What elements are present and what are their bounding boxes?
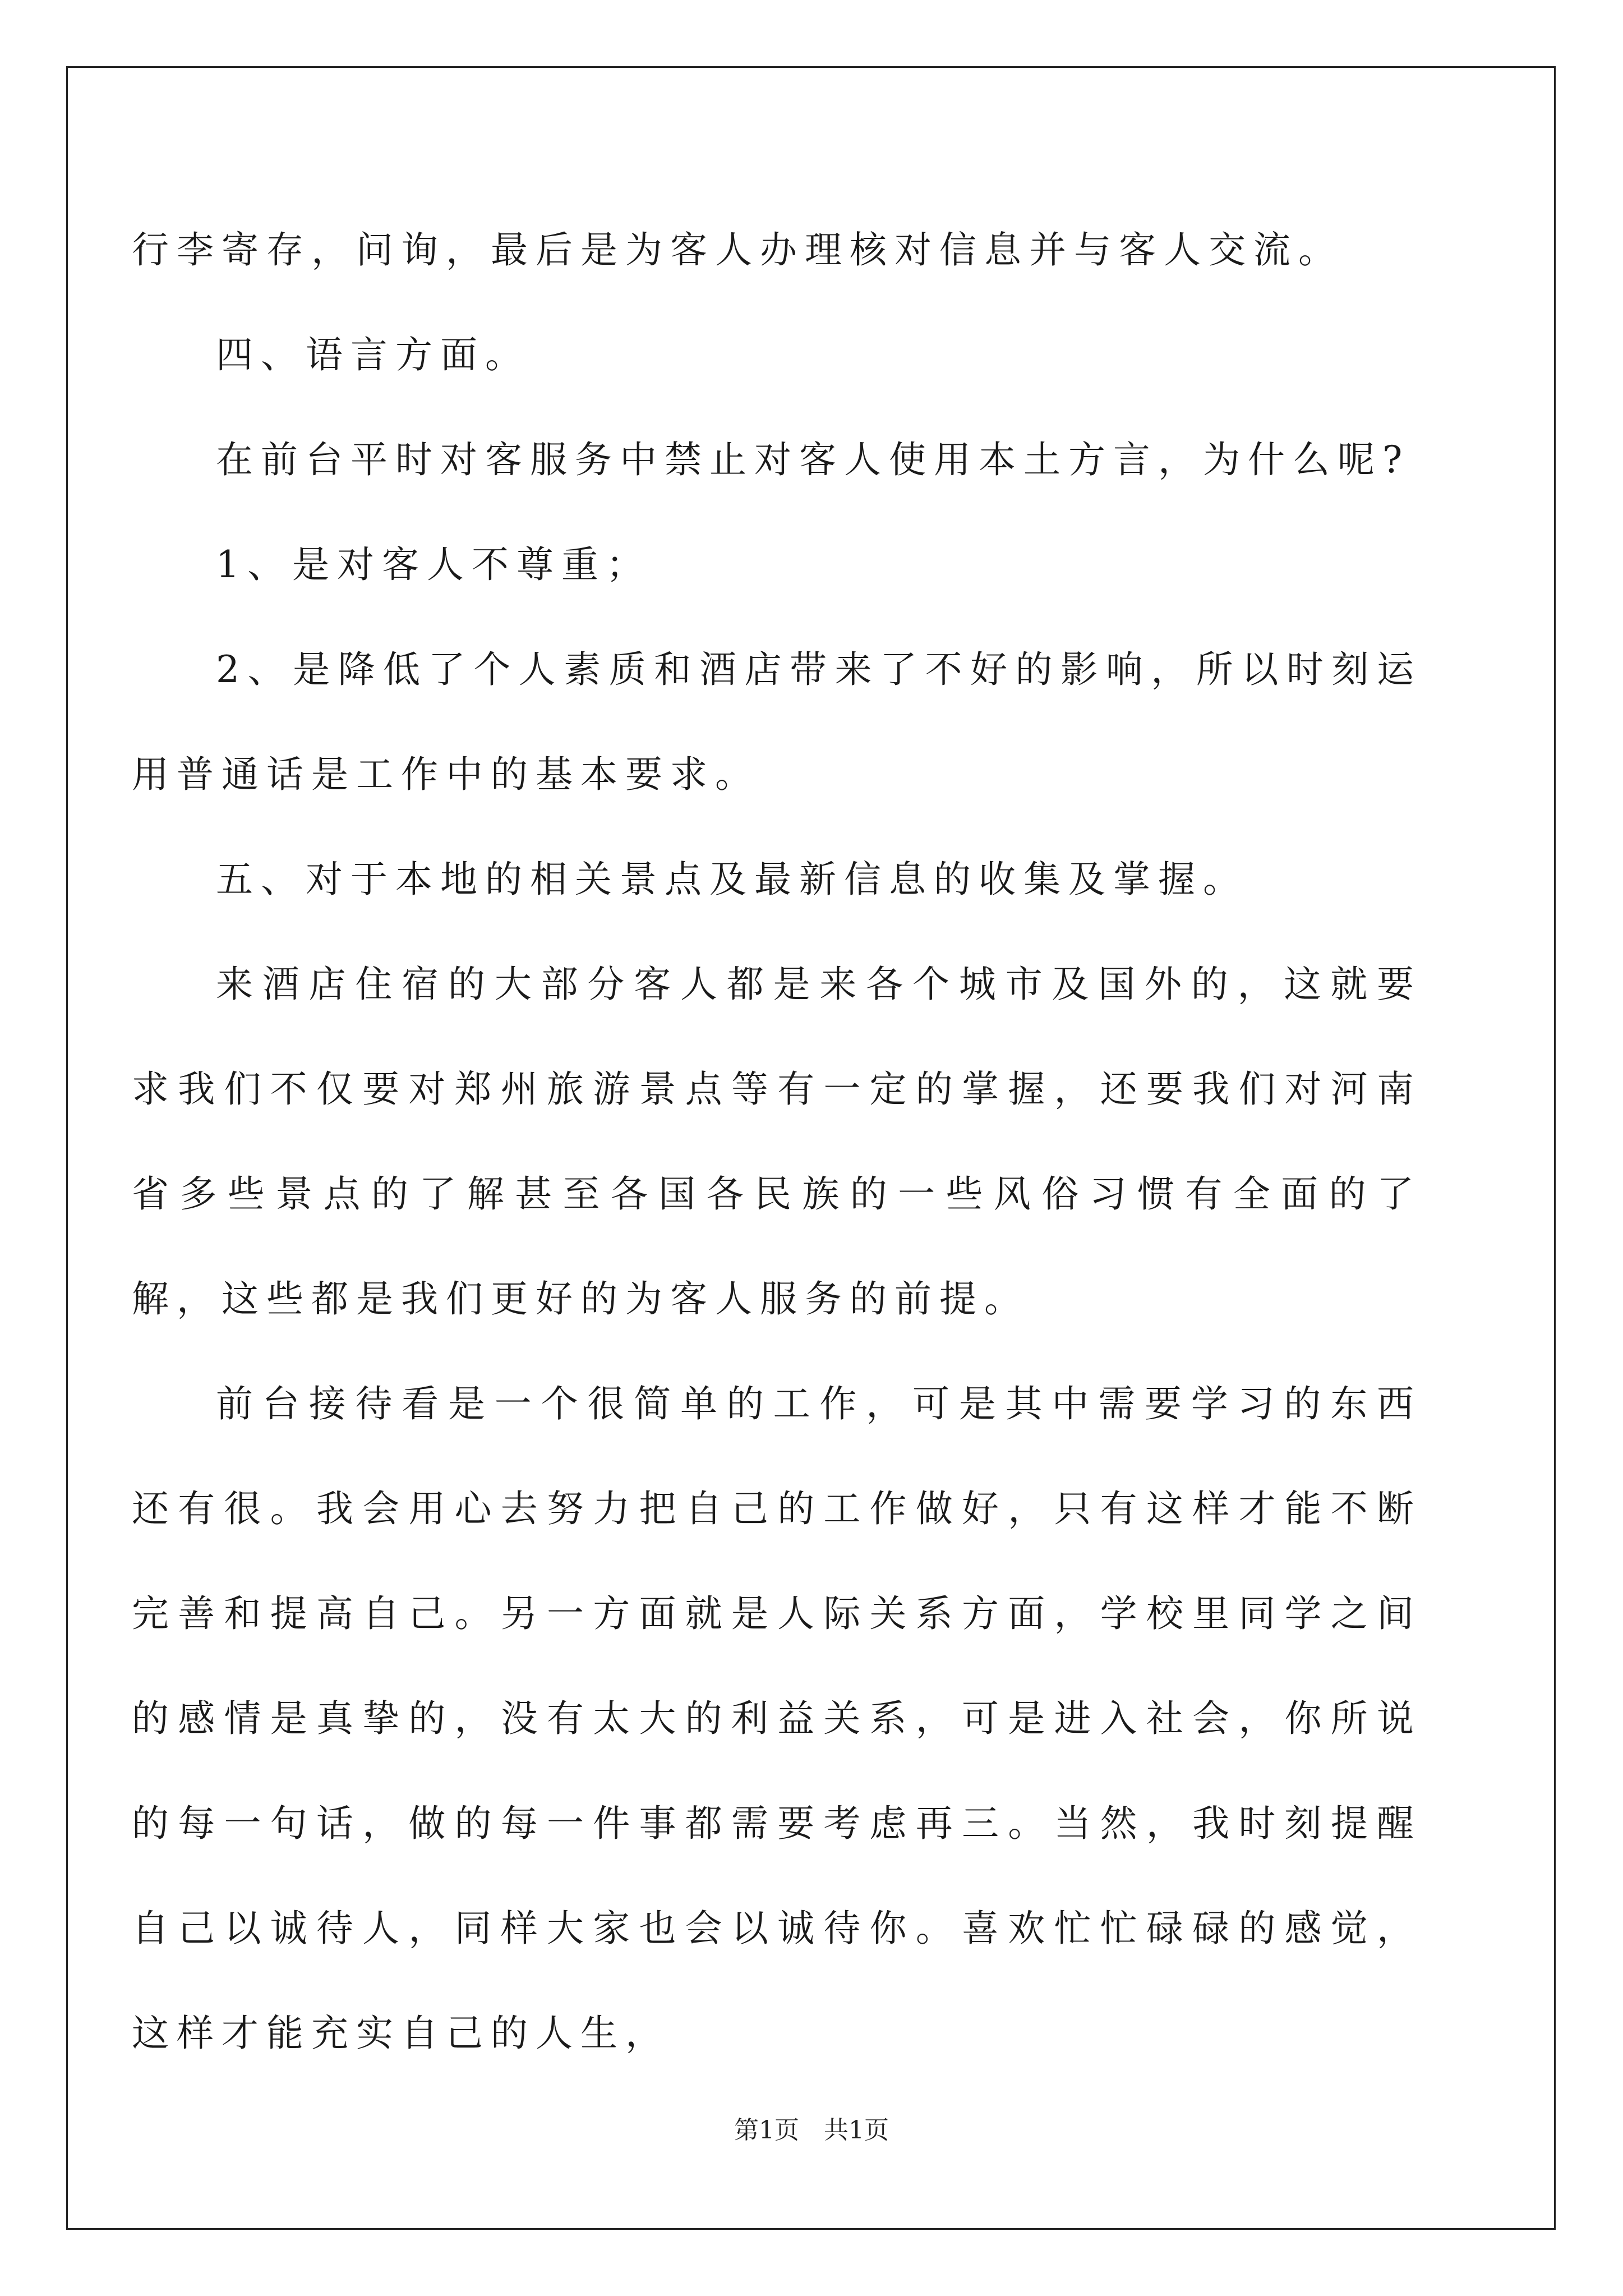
paragraph-8: 前台接待看是一个很简单的工作，可是其中需要学习的东西还有很。我会用心去努力把自己的工作做好，只有这样才能不断完善和提高自己。另一方面就是人际关系方面，学校里同学之间的感情是真挚的，没有太大的利益关系，可是进入社会，你所说的每一句话，做的每一件事都需要考虑再三。当然，我时刻提醒自己以诚待人，同样大家也会以诚待你。喜欢忙忙碌碌的感觉，这样才能充实自己的人生， (132, 1382, 1422, 2055)
page-number-footer: 第1页 共1页 (734, 2116, 889, 2145)
paragraph-6: 五、对于本地的相关景点及最新信息的收集及掌握。 (216, 858, 1248, 901)
paragraph-1: 行李寄存，问询，最后是为客人办理核对信息并与客人交流。 (132, 228, 1343, 272)
paragraph-5: 2、是降低了个人素质和酒店带来了不好的影响，所以时刻运用普通话是工作中的基本要求。 (132, 648, 1422, 796)
paragraph-3: 在前台平时对客服务中禁止对客人使用本土方言，为什么呢? (216, 438, 1410, 481)
paragraph-7: 来酒店住宿的大部分客人都是来各个城市及国外的，这就要求我们不仅要对郑州旅游景点等有一定的掌握，还要我们对河南省多些景点的了解甚至各国各民族的一些风俗习惯有全面的了解，这些都是我们更好的为客人服务的前提。 (132, 963, 1422, 1320)
paragraph-2: 四、语言方面。 (216, 333, 530, 376)
document-body (132, 197, 1422, 2086)
paragraph-4: 1、是对客人不尊重； (216, 543, 651, 586)
